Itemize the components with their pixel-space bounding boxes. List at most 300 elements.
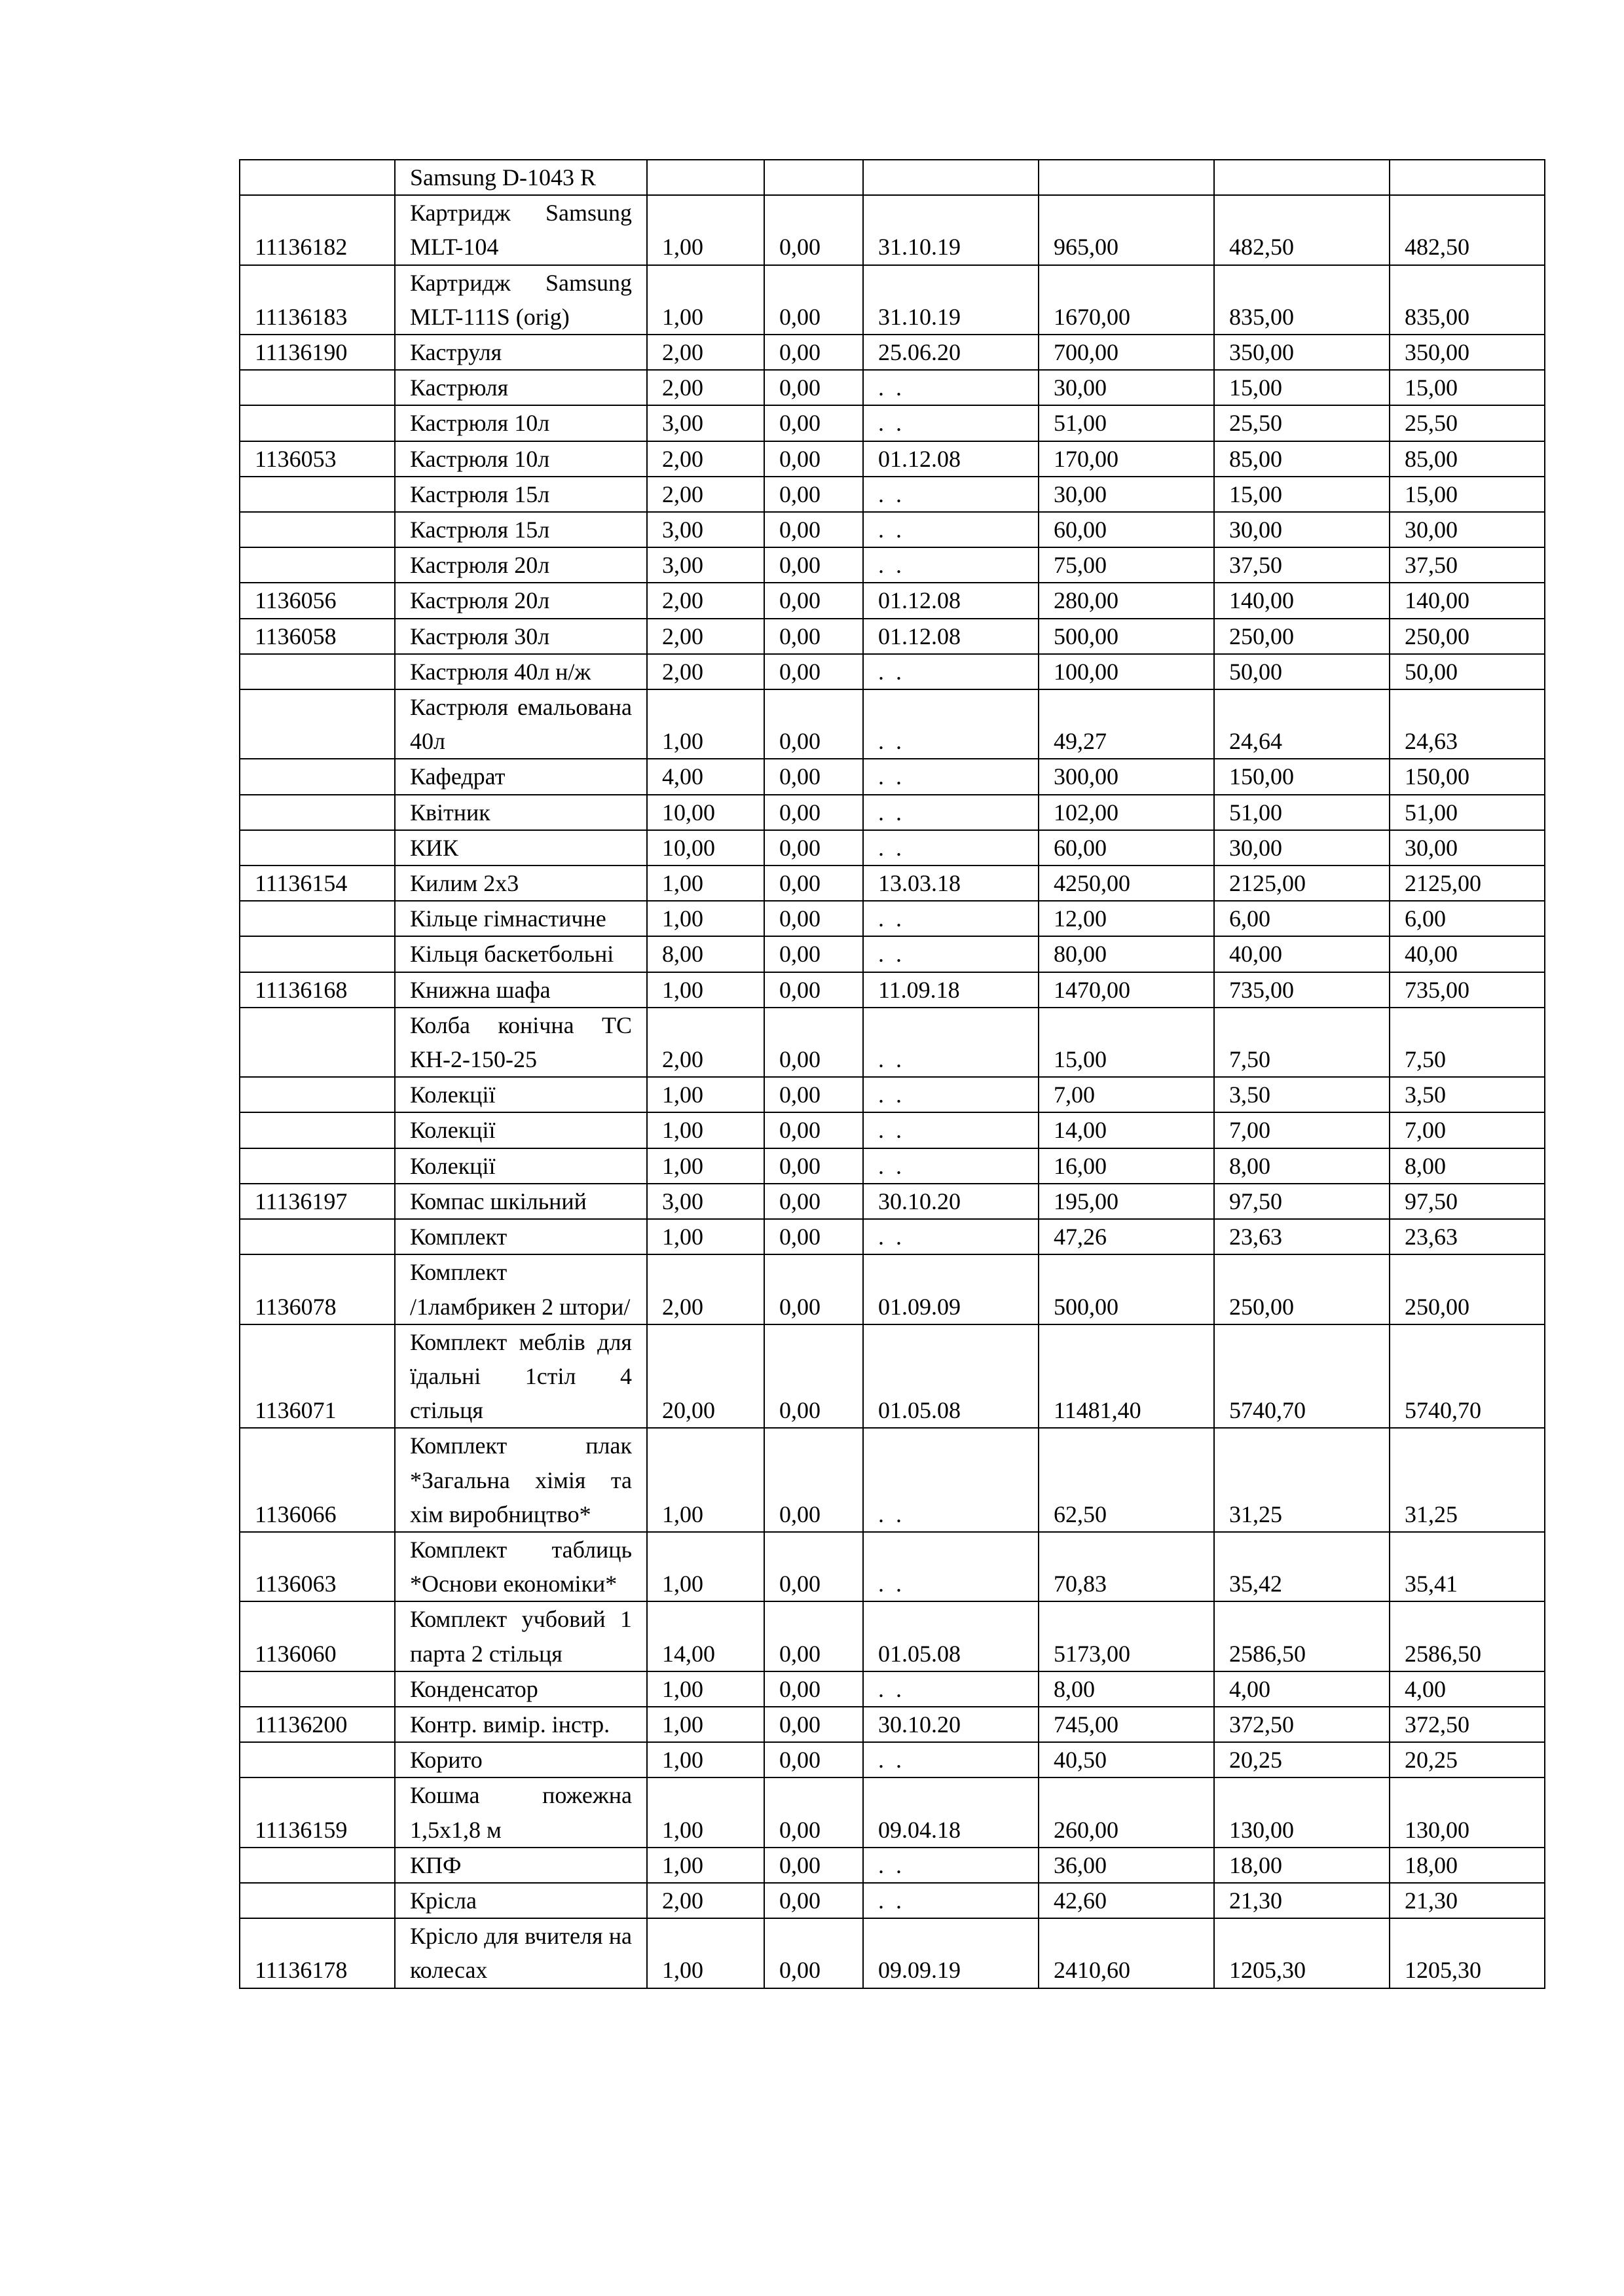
cell-quantity: 1,00: [647, 866, 764, 901]
cell-item-name: Колекції: [395, 1112, 647, 1148]
cell-total-cost: 1470,00: [1039, 972, 1214, 1008]
cell-residual-value: 7,50: [1390, 1008, 1545, 1077]
cell-residual-value: [1390, 160, 1545, 195]
cell-total-cost: 102,00: [1039, 795, 1214, 830]
cell-total-cost: 4250,00: [1039, 866, 1214, 901]
cell-inventory-number: 11136182: [240, 195, 395, 264]
cell-depreciation: 5740,70: [1214, 1324, 1390, 1429]
cell-depreciation: 3,50: [1214, 1077, 1390, 1112]
cell-depreciation: 25,50: [1214, 405, 1390, 441]
cell-total-cost: 7,00: [1039, 1077, 1214, 1112]
cell-total-cost: 12,00: [1039, 901, 1214, 936]
cell-residual-value: 97,50: [1390, 1184, 1545, 1219]
cell-total-cost: 30,00: [1039, 370, 1214, 405]
cell-inventory-number: 1136056: [240, 583, 395, 618]
cell-residual-value: 35,41: [1390, 1532, 1545, 1601]
cell-residual-value: 18,00: [1390, 1848, 1545, 1883]
cell-value-zero: 0,00: [764, 1112, 863, 1148]
table-row: [240, 1008, 1545, 1077]
cell-value-zero: 0,00: [764, 1148, 863, 1184]
cell-total-cost: 170,00: [1039, 441, 1214, 477]
cell-item-name: Картридж Samsung MLT-111S (orig): [395, 265, 647, 335]
cell-quantity: 1,00: [647, 1671, 764, 1707]
table-row: [240, 795, 1545, 830]
cell-total-cost: 5173,00: [1039, 1601, 1214, 1671]
cell-item-name: Компас шкільний: [395, 1184, 647, 1219]
cell-depreciation: 1205,30: [1214, 1918, 1390, 1988]
cell-inventory-number: 1136060: [240, 1601, 395, 1671]
cell-depreciation: 35,42: [1214, 1532, 1390, 1601]
cell-item-name: Кастрюля 20л: [395, 547, 647, 583]
cell-depreciation: 51,00: [1214, 795, 1390, 830]
cell-quantity: 1,00: [647, 1918, 764, 1988]
cell-value-zero: 0,00: [764, 689, 863, 759]
cell-value-zero: 0,00: [764, 195, 863, 264]
cell-depreciation: 18,00: [1214, 1848, 1390, 1883]
table-row: [240, 972, 1545, 1008]
cell-residual-value: 372,50: [1390, 1707, 1545, 1742]
cell-residual-value: 2125,00: [1390, 866, 1545, 901]
cell-total-cost: 500,00: [1039, 619, 1214, 654]
table-row: [240, 759, 1545, 794]
table-row: [240, 1601, 1545, 1671]
table-row: [240, 689, 1545, 759]
table-row: [240, 512, 1545, 547]
cell-total-cost: 195,00: [1039, 1184, 1214, 1219]
cell-total-cost: 42,60: [1039, 1883, 1214, 1918]
cell-value-zero: 0,00: [764, 901, 863, 936]
cell-quantity: 3,00: [647, 547, 764, 583]
cell-value-zero: 0,00: [764, 370, 863, 405]
cell-date: 25.06.20: [863, 335, 1039, 370]
cell-inventory-number: 11136183: [240, 265, 395, 335]
cell-inventory-number: 1136063: [240, 1532, 395, 1601]
cell-date: 01.12.08: [863, 583, 1039, 618]
cell-residual-value: 21,30: [1390, 1883, 1545, 1918]
cell-date: . .: [863, 512, 1039, 547]
cell-residual-value: 40,00: [1390, 936, 1545, 972]
table-row: [240, 1848, 1545, 1883]
cell-residual-value: 30,00: [1390, 830, 1545, 866]
table-row: [240, 583, 1545, 618]
cell-inventory-number: 11136200: [240, 1707, 395, 1742]
cell-inventory-number: [240, 936, 395, 972]
cell-depreciation: 7,50: [1214, 1008, 1390, 1077]
cell-item-name: Крісла: [395, 1883, 647, 1918]
cell-quantity: 2,00: [647, 1883, 764, 1918]
cell-value-zero: 0,00: [764, 830, 863, 866]
cell-total-cost: 700,00: [1039, 335, 1214, 370]
cell-residual-value: 3,50: [1390, 1077, 1545, 1112]
cell-depreciation: 130,00: [1214, 1777, 1390, 1847]
cell-value-zero: 0,00: [764, 1219, 863, 1254]
cell-date: . .: [863, 901, 1039, 936]
cell-value-zero: 0,00: [764, 619, 863, 654]
cell-item-name: Кастрюля: [395, 370, 647, 405]
cell-date: [863, 160, 1039, 195]
cell-depreciation: 40,00: [1214, 936, 1390, 972]
cell-item-name: Кастрюля 10л: [395, 441, 647, 477]
cell-inventory-number: [240, 1883, 395, 1918]
cell-item-name: Кастрюля 15л: [395, 477, 647, 512]
cell-residual-value: 4,00: [1390, 1671, 1545, 1707]
cell-date: . .: [863, 795, 1039, 830]
table-row: [240, 1112, 1545, 1148]
cell-date: . .: [863, 1077, 1039, 1112]
cell-item-name: Килим 2х3: [395, 866, 647, 901]
cell-depreciation: 30,00: [1214, 830, 1390, 866]
cell-item-name: КПФ: [395, 1848, 647, 1883]
cell-depreciation: 250,00: [1214, 1254, 1390, 1324]
cell-total-cost: 36,00: [1039, 1848, 1214, 1883]
cell-item-name: Комплект /1ламбрикен 2 штори/: [395, 1254, 647, 1324]
cell-date: . .: [863, 759, 1039, 794]
table-row: [240, 160, 1545, 195]
cell-item-name: Колба конічна ТС КН-2-150-25: [395, 1008, 647, 1077]
cell-depreciation: 4,00: [1214, 1671, 1390, 1707]
cell-quantity: 1,00: [647, 1077, 764, 1112]
table-row: [240, 830, 1545, 866]
cell-residual-value: 482,50: [1390, 195, 1545, 264]
cell-value-zero: 0,00: [764, 654, 863, 689]
cell-item-name: Комплект учбовий 1 парта 2 стільця: [395, 1601, 647, 1671]
cell-item-name: Корито: [395, 1742, 647, 1777]
cell-inventory-number: [240, 1848, 395, 1883]
cell-inventory-number: 1136066: [240, 1428, 395, 1532]
table-row: [240, 441, 1545, 477]
table-row: [240, 370, 1545, 405]
cell-residual-value: 30,00: [1390, 512, 1545, 547]
cell-quantity: 2,00: [647, 1008, 764, 1077]
cell-date: . .: [863, 689, 1039, 759]
cell-value-zero: 0,00: [764, 1008, 863, 1077]
cell-item-name: Квітник: [395, 795, 647, 830]
cell-value-zero: 0,00: [764, 1428, 863, 1532]
cell-depreciation: 50,00: [1214, 654, 1390, 689]
cell-inventory-number: [240, 1671, 395, 1707]
cell-quantity: 2,00: [647, 1254, 764, 1324]
cell-total-cost: 1670,00: [1039, 265, 1214, 335]
table-row: [240, 901, 1545, 936]
cell-value-zero: 0,00: [764, 1883, 863, 1918]
cell-depreciation: [1214, 160, 1390, 195]
cell-date: . .: [863, 1112, 1039, 1148]
cell-inventory-number: [240, 759, 395, 794]
cell-date: 01.05.08: [863, 1601, 1039, 1671]
cell-depreciation: 372,50: [1214, 1707, 1390, 1742]
cell-total-cost: 16,00: [1039, 1148, 1214, 1184]
cell-date: 30.10.20: [863, 1184, 1039, 1219]
cell-date: . .: [863, 1848, 1039, 1883]
cell-quantity: 4,00: [647, 759, 764, 794]
cell-date: . .: [863, 1008, 1039, 1077]
cell-date: . .: [863, 1671, 1039, 1707]
table-row: [240, 1219, 1545, 1254]
cell-value-zero: 0,00: [764, 405, 863, 441]
cell-quantity: 2,00: [647, 654, 764, 689]
cell-depreciation: 15,00: [1214, 370, 1390, 405]
table-row: [240, 654, 1545, 689]
cell-quantity: 1,00: [647, 901, 764, 936]
cell-item-name: Конденсатор: [395, 1671, 647, 1707]
cell-item-name: Комплект: [395, 1219, 647, 1254]
cell-total-cost: 745,00: [1039, 1707, 1214, 1742]
cell-value-zero: 0,00: [764, 583, 863, 618]
cell-quantity: 1,00: [647, 1707, 764, 1742]
cell-total-cost: 11481,40: [1039, 1324, 1214, 1429]
cell-quantity: 1,00: [647, 195, 764, 264]
cell-item-name: Samsung D-1043 R: [395, 160, 647, 195]
cell-value-zero: 0,00: [764, 936, 863, 972]
cell-date: 01.09.09: [863, 1254, 1039, 1324]
cell-inventory-number: [240, 654, 395, 689]
cell-quantity: 2,00: [647, 370, 764, 405]
cell-total-cost: 80,00: [1039, 936, 1214, 972]
cell-depreciation: 835,00: [1214, 265, 1390, 335]
cell-quantity: 1,00: [647, 1848, 764, 1883]
cell-total-cost: 15,00: [1039, 1008, 1214, 1077]
cell-residual-value: 130,00: [1390, 1777, 1545, 1847]
cell-inventory-number: 1136058: [240, 619, 395, 654]
cell-inventory-number: [240, 405, 395, 441]
cell-depreciation: 2125,00: [1214, 866, 1390, 901]
cell-residual-value: 5740,70: [1390, 1324, 1545, 1429]
cell-residual-value: 15,00: [1390, 370, 1545, 405]
cell-residual-value: 735,00: [1390, 972, 1545, 1008]
cell-item-name: Кошма пожежна 1,5х1,8 м: [395, 1777, 647, 1847]
cell-value-zero: 0,00: [764, 759, 863, 794]
cell-item-name: Комплект таблиць *Основи економіки*: [395, 1532, 647, 1601]
cell-item-name: Кафедрат: [395, 759, 647, 794]
cell-inventory-number: 1136078: [240, 1254, 395, 1324]
cell-date: . .: [863, 1428, 1039, 1532]
cell-residual-value: 51,00: [1390, 795, 1545, 830]
cell-quantity: 2,00: [647, 619, 764, 654]
cell-date: . .: [863, 1219, 1039, 1254]
cell-value-zero: 0,00: [764, 1848, 863, 1883]
cell-item-name: Колекції: [395, 1148, 647, 1184]
cell-quantity: 3,00: [647, 512, 764, 547]
cell-depreciation: 24,64: [1214, 689, 1390, 759]
cell-item-name: Кастрюля 40л н/ж: [395, 654, 647, 689]
cell-value-zero: 0,00: [764, 1532, 863, 1601]
cell-value-zero: 0,00: [764, 1742, 863, 1777]
cell-depreciation: 6,00: [1214, 901, 1390, 936]
cell-quantity: 1,00: [647, 1112, 764, 1148]
cell-quantity: 1,00: [647, 972, 764, 1008]
cell-item-name: Книжна шафа: [395, 972, 647, 1008]
cell-quantity: [647, 160, 764, 195]
cell-inventory-number: [240, 160, 395, 195]
cell-total-cost: 300,00: [1039, 759, 1214, 794]
cell-total-cost: 49,27: [1039, 689, 1214, 759]
cell-value-zero: 0,00: [764, 1707, 863, 1742]
cell-value-zero: 0,00: [764, 477, 863, 512]
cell-residual-value: 20,25: [1390, 1742, 1545, 1777]
cell-quantity: 2,00: [647, 477, 764, 512]
cell-item-name: Комплект плак *Загальна хімія та хім виробництво*: [395, 1428, 647, 1532]
cell-residual-value: 2586,50: [1390, 1601, 1545, 1671]
cell-item-name: Кастрюля 30л: [395, 619, 647, 654]
cell-date: 01.05.08: [863, 1324, 1039, 1429]
cell-value-zero: 0,00: [764, 1184, 863, 1219]
cell-depreciation: 482,50: [1214, 195, 1390, 264]
table-row: [240, 335, 1545, 370]
table-row: [240, 1671, 1545, 1707]
cell-quantity: 14,00: [647, 1601, 764, 1671]
table-row: [240, 1184, 1545, 1219]
cell-value-zero: 0,00: [764, 1671, 863, 1707]
cell-inventory-number: [240, 512, 395, 547]
cell-inventory-number: 1136071: [240, 1324, 395, 1429]
cell-total-cost: 2410,60: [1039, 1918, 1214, 1988]
cell-value-zero: [764, 160, 863, 195]
cell-inventory-number: [240, 1742, 395, 1777]
cell-item-name: Кастрюля емальована 40л: [395, 689, 647, 759]
cell-quantity: 10,00: [647, 795, 764, 830]
cell-total-cost: 60,00: [1039, 512, 1214, 547]
cell-inventory-number: 11136154: [240, 866, 395, 901]
table-row: [240, 477, 1545, 512]
table-row: [240, 405, 1545, 441]
cell-date: 09.09.19: [863, 1918, 1039, 1988]
cell-depreciation: 23,63: [1214, 1219, 1390, 1254]
cell-item-name: Кастрюля 10л: [395, 405, 647, 441]
cell-residual-value: 85,00: [1390, 441, 1545, 477]
table-row: [240, 1883, 1545, 1918]
table-row: [240, 547, 1545, 583]
cell-total-cost: 965,00: [1039, 195, 1214, 264]
cell-total-cost: 75,00: [1039, 547, 1214, 583]
table-row: [240, 1707, 1545, 1742]
cell-value-zero: 0,00: [764, 795, 863, 830]
cell-quantity: 3,00: [647, 405, 764, 441]
cell-value-zero: 0,00: [764, 1077, 863, 1112]
cell-inventory-number: [240, 547, 395, 583]
cell-inventory-number: [240, 1219, 395, 1254]
cell-residual-value: 25,50: [1390, 405, 1545, 441]
cell-item-name: Кільце гімнастичне: [395, 901, 647, 936]
cell-quantity: 8,00: [647, 936, 764, 972]
cell-residual-value: 250,00: [1390, 1254, 1545, 1324]
cell-depreciation: 350,00: [1214, 335, 1390, 370]
cell-item-name: Колекції: [395, 1077, 647, 1112]
cell-total-cost: 100,00: [1039, 654, 1214, 689]
cell-total-cost: 14,00: [1039, 1112, 1214, 1148]
cell-depreciation: 250,00: [1214, 619, 1390, 654]
cell-total-cost: 500,00: [1039, 1254, 1214, 1324]
cell-inventory-number: 11136178: [240, 1918, 395, 1988]
cell-item-name: КИК: [395, 830, 647, 866]
cell-residual-value: 37,50: [1390, 547, 1545, 583]
cell-inventory-number: 11136190: [240, 335, 395, 370]
cell-value-zero: 0,00: [764, 265, 863, 335]
cell-inventory-number: [240, 1148, 395, 1184]
cell-quantity: 2,00: [647, 583, 764, 618]
cell-item-name: Картридж Samsung MLT-104: [395, 195, 647, 264]
cell-date: . .: [863, 547, 1039, 583]
cell-residual-value: 50,00: [1390, 654, 1545, 689]
cell-inventory-number: 11136159: [240, 1777, 395, 1847]
cell-item-name: Комплект меблів для їдальні 1стіл 4 стільця: [395, 1324, 647, 1429]
cell-residual-value: 24,63: [1390, 689, 1545, 759]
cell-depreciation: 85,00: [1214, 441, 1390, 477]
cell-quantity: 3,00: [647, 1184, 764, 1219]
cell-depreciation: 140,00: [1214, 583, 1390, 618]
cell-quantity: 1,00: [647, 689, 764, 759]
cell-quantity: 1,00: [647, 1428, 764, 1532]
cell-date: 30.10.20: [863, 1707, 1039, 1742]
cell-item-name: Крісло для вчителя на колесах: [395, 1918, 647, 1988]
table-row: [240, 1742, 1545, 1777]
table-row: [240, 265, 1545, 335]
inventory-table: [239, 159, 1545, 1989]
cell-total-cost: 70,83: [1039, 1532, 1214, 1601]
cell-quantity: 1,00: [647, 1532, 764, 1601]
cell-total-cost: 40,50: [1039, 1742, 1214, 1777]
cell-inventory-number: [240, 1008, 395, 1077]
cell-quantity: 1,00: [647, 1777, 764, 1847]
cell-item-name: Каструля: [395, 335, 647, 370]
cell-date: 01.12.08: [863, 619, 1039, 654]
cell-total-cost: 260,00: [1039, 1777, 1214, 1847]
table-row: [240, 1324, 1545, 1429]
cell-total-cost: 60,00: [1039, 830, 1214, 866]
cell-date: . .: [863, 1742, 1039, 1777]
cell-total-cost: [1039, 160, 1214, 195]
cell-date: . .: [863, 405, 1039, 441]
cell-residual-value: 8,00: [1390, 1148, 1545, 1184]
cell-residual-value: 350,00: [1390, 335, 1545, 370]
cell-residual-value: 23,63: [1390, 1219, 1545, 1254]
cell-value-zero: 0,00: [764, 1254, 863, 1324]
cell-value-zero: 0,00: [764, 512, 863, 547]
cell-inventory-number: [240, 370, 395, 405]
cell-total-cost: 62,50: [1039, 1428, 1214, 1532]
cell-date: . .: [863, 654, 1039, 689]
cell-value-zero: 0,00: [764, 441, 863, 477]
table-row: [240, 1532, 1545, 1601]
cell-residual-value: 15,00: [1390, 477, 1545, 512]
cell-quantity: 2,00: [647, 441, 764, 477]
cell-depreciation: 37,50: [1214, 547, 1390, 583]
cell-date: . .: [863, 830, 1039, 866]
cell-depreciation: 8,00: [1214, 1148, 1390, 1184]
cell-date: 31.10.19: [863, 195, 1039, 264]
cell-residual-value: 835,00: [1390, 265, 1545, 335]
cell-item-name: Контр. вимір. інстр.: [395, 1707, 647, 1742]
cell-inventory-number: 1136053: [240, 441, 395, 477]
cell-date: 01.12.08: [863, 441, 1039, 477]
cell-inventory-number: 11136168: [240, 972, 395, 1008]
cell-value-zero: 0,00: [764, 1918, 863, 1988]
cell-inventory-number: [240, 1112, 395, 1148]
cell-inventory-number: [240, 689, 395, 759]
cell-depreciation: 15,00: [1214, 477, 1390, 512]
table-row: [240, 866, 1545, 901]
cell-date: 11.09.18: [863, 972, 1039, 1008]
cell-date: 13.03.18: [863, 866, 1039, 901]
cell-inventory-number: [240, 477, 395, 512]
cell-depreciation: 150,00: [1214, 759, 1390, 794]
cell-residual-value: 31,25: [1390, 1428, 1545, 1532]
cell-depreciation: 31,25: [1214, 1428, 1390, 1532]
cell-residual-value: 1205,30: [1390, 1918, 1545, 1988]
cell-item-name: Кільця баскетбольні: [395, 936, 647, 972]
cell-residual-value: 140,00: [1390, 583, 1545, 618]
cell-inventory-number: [240, 830, 395, 866]
cell-quantity: 2,00: [647, 335, 764, 370]
